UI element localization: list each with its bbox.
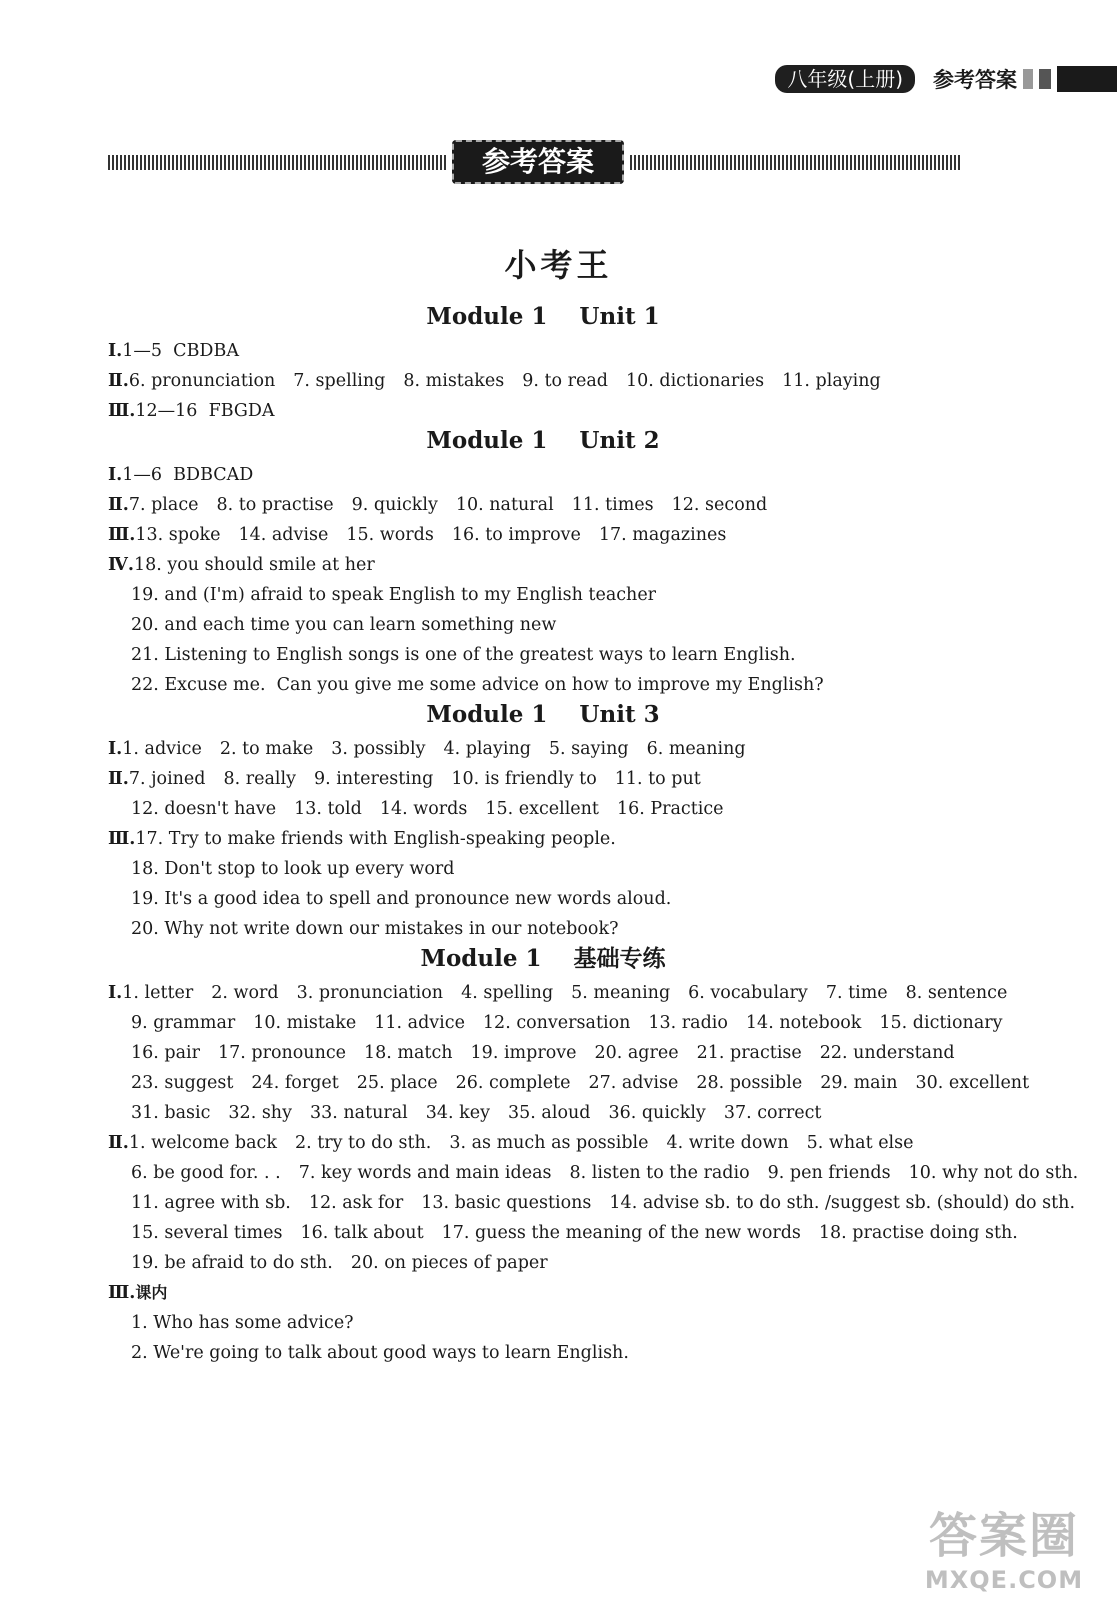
answer-row bbox=[108, 1008, 1003, 1038]
answer-row bbox=[108, 914, 988, 944]
answer-item: 17. guess the meaning of the new words bbox=[441, 1223, 801, 1243]
answer-row bbox=[108, 854, 988, 884]
answer-item: 5. what else bbox=[806, 1133, 914, 1153]
roman-numeral: Ⅰ. bbox=[108, 465, 123, 485]
answer-item: 7. place bbox=[128, 495, 199, 515]
answer-item: 9. quickly bbox=[351, 495, 438, 515]
answer-row bbox=[108, 1308, 988, 1338]
roman-numeral: Ⅱ. bbox=[108, 371, 129, 391]
answer-row bbox=[108, 640, 988, 670]
roman-numeral: Ⅱ. bbox=[108, 495, 129, 515]
header-bar bbox=[1057, 66, 1117, 92]
answer-item: 18. practise doing sth. bbox=[818, 1223, 1018, 1243]
answer-row bbox=[108, 734, 988, 764]
answer-item: 3. pronunciation bbox=[296, 983, 444, 1003]
answer-row bbox=[108, 978, 1008, 1008]
answer-item: 3. possibly bbox=[331, 739, 426, 759]
roman-numeral: Ⅲ. bbox=[108, 829, 136, 849]
answer-item: 5. meaning bbox=[571, 983, 671, 1003]
answer-item: 11. times bbox=[571, 495, 654, 515]
roman-numeral: Ⅰ. bbox=[108, 983, 123, 1003]
answer-item: 15. several times bbox=[131, 1223, 283, 1243]
answer-item: 1. letter bbox=[122, 983, 194, 1003]
answer-item: 1—6 BDBCAD bbox=[122, 465, 254, 485]
answer-item: 19. be afraid to do sth. bbox=[131, 1253, 333, 1273]
answer-row bbox=[108, 1248, 988, 1278]
answer-item: 19. It's a good idea to spell and pronounce new words aloud. bbox=[131, 889, 672, 909]
module-heading: Module 1 Unit 3 bbox=[426, 701, 660, 728]
answer-item: 9. interesting bbox=[314, 769, 434, 789]
answer-item: 10. why not do sth. bbox=[908, 1163, 1079, 1183]
answer-item: 33. natural bbox=[309, 1103, 408, 1123]
answer-item: 19. and (I'm) afraid to speak English to my English teacher bbox=[131, 585, 657, 605]
answer-row bbox=[108, 460, 988, 490]
answer-item: 16. talk about bbox=[300, 1223, 424, 1243]
answer-item: 1. advice bbox=[122, 739, 202, 759]
answer-item: 8. mistakes bbox=[403, 371, 505, 391]
answer-content bbox=[108, 302, 1079, 1368]
answer-item: 5. saying bbox=[548, 739, 629, 759]
answer-item: 6. pronunciation bbox=[128, 371, 276, 391]
answer-item: 32. shy bbox=[228, 1103, 292, 1123]
answers-banner bbox=[108, 140, 960, 186]
module-heading: Module 1 Unit 1 bbox=[426, 303, 660, 330]
answer-row bbox=[108, 550, 988, 580]
answer-item: 26. complete bbox=[455, 1073, 571, 1093]
roman-numeral: Ⅲ. bbox=[108, 1283, 136, 1303]
answer-row bbox=[108, 520, 988, 550]
answer-item: 8. really bbox=[223, 769, 296, 789]
answer-item: 8. sentence bbox=[905, 983, 1008, 1003]
answer-item: 16. to improve bbox=[451, 525, 581, 545]
answer-item: 2. We're going to talk about good ways to learn English. bbox=[131, 1343, 629, 1363]
answer-item: 2. word bbox=[211, 983, 279, 1003]
grade-label: 八年级(上册) bbox=[775, 65, 915, 93]
answer-item: 4. spelling bbox=[461, 983, 554, 1003]
answer-item: 7. joined bbox=[128, 769, 206, 789]
answer-item: 4. playing bbox=[443, 739, 531, 759]
answer-item: 25. place bbox=[356, 1073, 438, 1093]
answer-row bbox=[108, 580, 988, 610]
answer-item: 9. pen friends bbox=[767, 1163, 891, 1183]
answer-row bbox=[108, 824, 988, 854]
answer-row bbox=[108, 1158, 1079, 1188]
answer-item: 15. excellent bbox=[485, 799, 599, 819]
answer-item: 4. write down bbox=[666, 1133, 789, 1153]
answer-item: 21. Listening to English songs is one of the greatest ways to learn English. bbox=[131, 645, 796, 665]
roman-numeral: Ⅲ. bbox=[108, 525, 136, 545]
answer-item: 课内 bbox=[135, 1283, 168, 1302]
answer-item: 37. correct bbox=[723, 1103, 822, 1123]
answer-item: 20. and each time you can learn something new bbox=[131, 615, 557, 635]
answer-row bbox=[108, 336, 988, 366]
watermark bbox=[919, 1497, 1089, 1594]
answer-item: 11. to put bbox=[614, 769, 701, 789]
answer-item: 12—16 FBGDA bbox=[135, 401, 275, 421]
page-header bbox=[775, 64, 1117, 94]
answer-item: 15. words bbox=[346, 525, 434, 545]
answer-row bbox=[108, 1098, 988, 1128]
answer-row bbox=[108, 1188, 1076, 1218]
roman-numeral: Ⅱ. bbox=[108, 769, 129, 789]
banner-stripe-left bbox=[108, 155, 448, 170]
answer-item: 18. Don't stop to look up every word bbox=[131, 859, 455, 879]
answer-item: 17. pronounce bbox=[218, 1043, 347, 1063]
answer-item: 30. excellent bbox=[915, 1073, 1030, 1093]
answer-item: 13. spoke bbox=[135, 525, 221, 545]
answer-row bbox=[108, 1338, 988, 1368]
watermark-logo: 答案圈 bbox=[928, 1508, 1079, 1564]
answer-item: 7. time bbox=[825, 983, 888, 1003]
answer-item: 14. advise bbox=[238, 525, 329, 545]
answer-row bbox=[108, 1218, 1018, 1248]
banner-stripe-right bbox=[630, 155, 960, 170]
answer-row bbox=[108, 794, 988, 824]
answer-item: 20. on pieces of paper bbox=[350, 1253, 548, 1273]
answer-item: 8. to practise bbox=[216, 495, 334, 515]
answer-item: 14. advise sb. to do sth. /suggest sb. (should) do sth. bbox=[609, 1193, 1076, 1213]
answer-item: 14. words bbox=[379, 799, 468, 819]
module-heading: Module 1 Unit 2 bbox=[426, 427, 660, 454]
answer-item: 13. radio bbox=[648, 1013, 728, 1033]
answer-item: 6. meaning bbox=[646, 739, 746, 759]
answer-item: 7. spelling bbox=[293, 371, 386, 391]
answer-item: 20. agree bbox=[594, 1043, 679, 1063]
answer-row bbox=[108, 396, 988, 426]
answer-item: 13. told bbox=[294, 799, 362, 819]
answer-row bbox=[108, 1128, 988, 1158]
answer-item: 17. magazines bbox=[598, 525, 727, 545]
banner-badge: 参考答案 bbox=[452, 140, 624, 184]
answer-item: 10. natural bbox=[455, 495, 554, 515]
answer-item: 7. key words and main ideas bbox=[298, 1163, 552, 1183]
answer-item: 11. agree with sb. bbox=[131, 1193, 291, 1213]
roman-numeral: Ⅲ. bbox=[108, 401, 136, 421]
answer-item: 6. be good for. . . bbox=[131, 1163, 281, 1183]
roman-numeral: Ⅱ. bbox=[108, 1133, 129, 1153]
answer-item: 11. advice bbox=[374, 1013, 465, 1033]
roman-numeral: Ⅰ. bbox=[108, 341, 123, 361]
answer-item: 17. Try to make friends with English-speaking people. bbox=[135, 829, 616, 849]
answer-item: 20. Why not write down our mistakes in our notebook? bbox=[131, 919, 619, 939]
answer-row bbox=[108, 764, 988, 794]
answer-item: 9. to read bbox=[522, 371, 608, 391]
answer-item: 2. try to do sth. bbox=[294, 1133, 432, 1153]
module-heading: Module 1 基础专练 bbox=[420, 945, 666, 972]
answer-item: 13. basic questions bbox=[421, 1193, 592, 1213]
answer-item: 2. to make bbox=[219, 739, 314, 759]
answer-row bbox=[108, 610, 988, 640]
answer-item: 12. ask for bbox=[308, 1193, 404, 1213]
answer-item: 8. listen to the radio bbox=[569, 1163, 750, 1183]
answer-item: 16. pair bbox=[131, 1043, 200, 1063]
answer-item: 12. doesn't have bbox=[131, 799, 277, 819]
answer-row bbox=[108, 1278, 988, 1308]
answer-item: 36. quickly bbox=[608, 1103, 706, 1123]
answer-item: 19. improve bbox=[470, 1043, 577, 1063]
answer-item: 10. mistake bbox=[253, 1013, 357, 1033]
answer-item: 28. possible bbox=[696, 1073, 803, 1093]
answer-item: 12. second bbox=[671, 495, 768, 515]
header-block bbox=[1023, 69, 1033, 89]
answer-row bbox=[108, 1068, 1030, 1098]
answer-row bbox=[108, 1038, 988, 1068]
answer-item: 21. practise bbox=[696, 1043, 802, 1063]
answer-item: 6. vocabulary bbox=[688, 983, 808, 1003]
answer-item: 34. key bbox=[425, 1103, 491, 1123]
answer-item: 10. is friendly to bbox=[451, 769, 597, 789]
answer-item: 14. notebook bbox=[745, 1013, 862, 1033]
answer-item: 16. Practice bbox=[616, 799, 724, 819]
answer-row bbox=[108, 884, 988, 914]
answer-item: 11. playing bbox=[782, 371, 881, 391]
answer-item: 3. as much as possible bbox=[449, 1133, 649, 1153]
answer-item: 18. you should smile at her bbox=[133, 555, 375, 575]
answer-item: 22. Excuse me. Can you give me some advice on how to improve my English? bbox=[131, 675, 824, 695]
answer-item: 1. welcome back bbox=[128, 1133, 277, 1153]
roman-numeral: Ⅳ. bbox=[108, 555, 134, 575]
watermark-url: MXQE.COM bbox=[924, 1566, 1084, 1594]
answer-item: 35. aloud bbox=[508, 1103, 591, 1123]
header-block bbox=[1039, 69, 1051, 89]
answer-item: 18. match bbox=[364, 1043, 453, 1063]
answer-item: 23. suggest bbox=[131, 1073, 234, 1093]
answer-item: 1—5 CBDBA bbox=[122, 341, 239, 361]
answer-item: 29. main bbox=[820, 1073, 898, 1093]
answer-item: 24. forget bbox=[251, 1073, 339, 1093]
answer-row bbox=[108, 366, 988, 396]
answer-item: 10. dictionaries bbox=[625, 371, 765, 391]
answer-item: 22. understand bbox=[819, 1043, 955, 1063]
answer-item: 27. advise bbox=[588, 1073, 679, 1093]
answer-item: 1. Who has some advice? bbox=[131, 1313, 354, 1333]
page-title: 小考王 bbox=[504, 246, 613, 284]
answer-row bbox=[108, 490, 988, 520]
answer-item: 9. grammar bbox=[131, 1013, 236, 1033]
answer-row bbox=[108, 670, 988, 700]
answers-label: 参考答案 bbox=[933, 68, 1017, 92]
roman-numeral: Ⅰ. bbox=[108, 739, 123, 759]
answer-item: 31. basic bbox=[131, 1103, 211, 1123]
answer-item: 15. dictionary bbox=[879, 1013, 1003, 1033]
answer-item: 12. conversation bbox=[482, 1013, 631, 1033]
